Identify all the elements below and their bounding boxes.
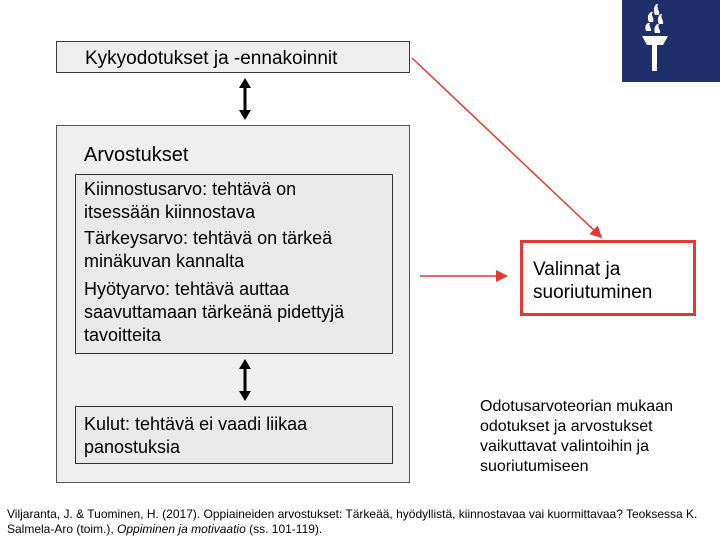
citation-part2: (ss. 101-119). [245, 522, 323, 536]
cost-text-1: tehtävä ei vaadi liikaa [130, 414, 308, 434]
utility-value-text-2: saavuttamaan tärkeänä pidettyjä [84, 302, 345, 322]
interest-value-text-2: itsessään kiinnostava [84, 202, 256, 222]
double-arrow-top [239, 78, 251, 120]
interest-value-term: Kiinnostusarvo: [84, 179, 208, 199]
double-arrow-bottom [239, 359, 251, 401]
importance-value-text-1: tehtävä on tärkeä [188, 228, 333, 248]
arrow-expectancy-to-outcome [412, 58, 600, 236]
cost-text-2: panostuksia [84, 437, 181, 457]
utility-value-term: Hyötyarvo: [84, 279, 171, 299]
theory-note: Odotusarvoteorian mukaan odotukset ja arvostukset vaikuttavat valintoihin ja suoriutumiseen [480, 398, 673, 475]
outcome-label: Valinnat ja suoriutuminen [533, 259, 653, 303]
values-title: Arvostukset [84, 144, 189, 166]
cost-term: Kulut: [84, 414, 131, 434]
expectancy-label: Kykyodotukset ja -ennakoinnit [85, 48, 338, 69]
utility-value-text-1: tehtävä auttaa [170, 279, 290, 299]
utility-value-text-3: tavoitteita [84, 325, 162, 345]
citation-part1: Viljaranta, J. & Tuominen, H. (2017). Oppiaineiden arvostukset: Tärkeää, hyödyllistä, kiinnostavaa vai kuormittavaa? Teoksessa K. Salmela-Aro (toim.), [7, 507, 698, 536]
importance-value-term: Tärkeysarvo: [84, 228, 189, 248]
interest-value-text-1: tehtävä on [207, 179, 297, 199]
importance-value-text-2: minäkuvan kannalta [84, 251, 245, 271]
citation-book-title: Oppiminen ja motivaatio [117, 522, 246, 536]
